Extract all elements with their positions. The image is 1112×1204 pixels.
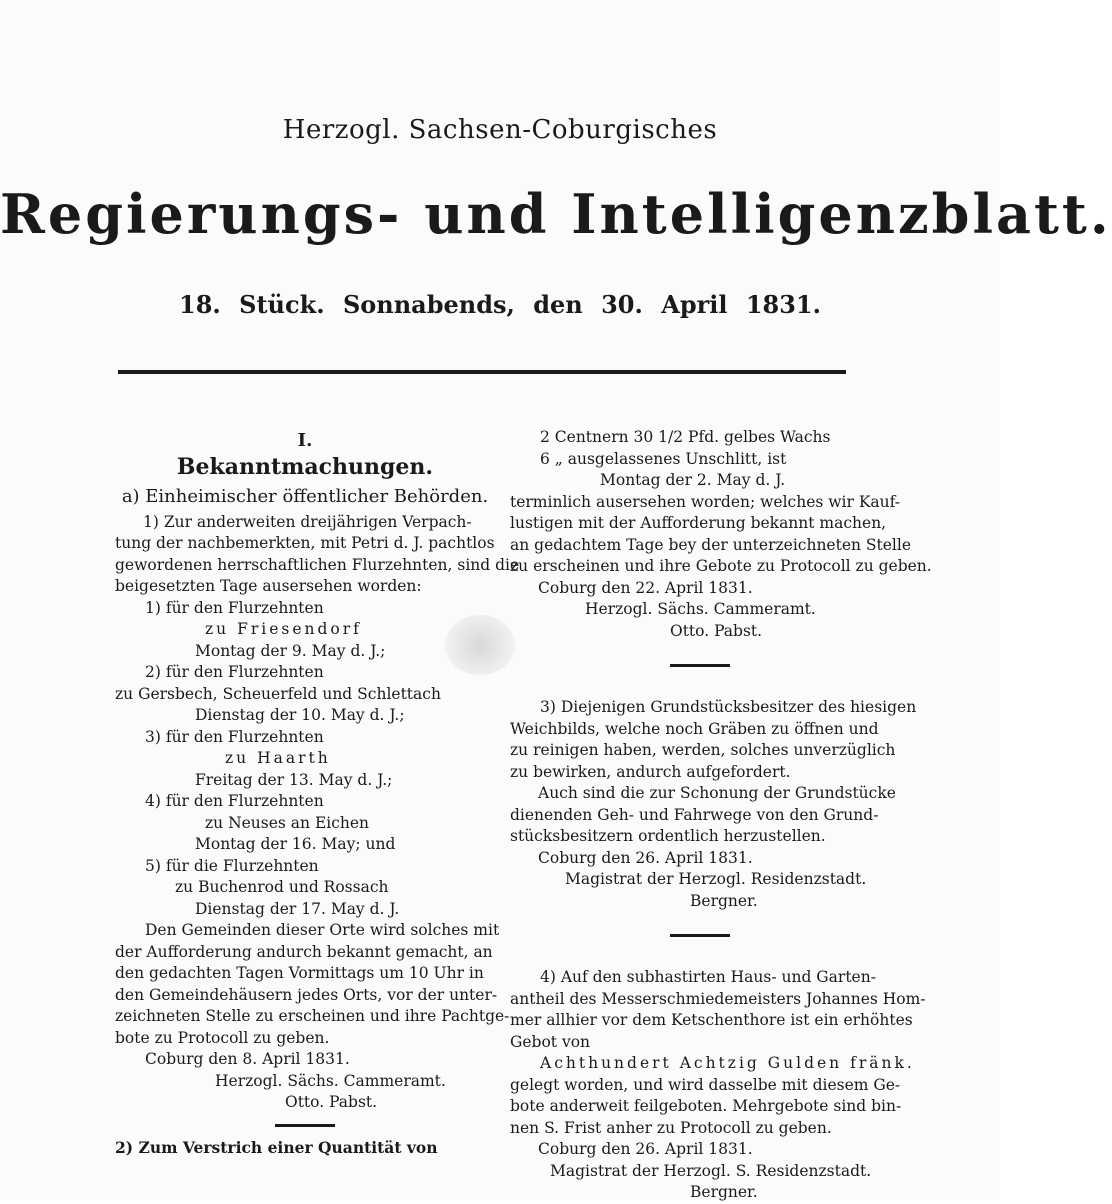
- list-item-label: 4) für den Flurzehnten: [145, 792, 324, 810]
- notice-1-line: den gedachten Tagen Vormittags um 10 Uhr in: [115, 964, 484, 982]
- notice-4-line: bote anderweit feilgeboten. Mehrgebote sind bin-: [510, 1097, 902, 1115]
- notice-2-line: lustigen mit der Aufforderung bekannt machen,: [510, 514, 887, 532]
- notice-1-line: bote zu Protocoll zu geben.: [115, 1028, 330, 1047]
- place-date: Coburg den 8. April 1831.: [145, 1050, 350, 1068]
- place-name: zu Haarth: [225, 749, 331, 767]
- notice-1-line: zeichneten Stelle zu erscheinen und ihre Pachtge-: [115, 1007, 510, 1025]
- date-line: Dienstag der 17. May d. J.: [195, 899, 400, 918]
- right-column: [510, 427, 932, 1204]
- place-date: Coburg den 22. April 1831.: [538, 578, 753, 597]
- signature-office: Magistrat der Herzogl. S. Residenzstadt.: [550, 1161, 872, 1180]
- notice-1-line: der Aufforderung andurch bekannt gemacht, an: [115, 942, 493, 961]
- bid-amount: Achthundert Achtzig Gulden fränk.: [540, 1054, 915, 1072]
- notice-2-line: 6 „ ausgelassenes Unschlitt, ist: [540, 449, 787, 468]
- notice-1-line: beigesetzten Tage ausersehen worden:: [115, 577, 422, 595]
- notice-3-line: stücksbesitzern ordentlich herzustellen.: [510, 827, 826, 845]
- notice-4-line: 4) Auf den subhastirten Haus- und Garten-: [540, 968, 876, 986]
- left-column: [115, 430, 520, 1158]
- issue-date: den 30. April 1831.: [533, 290, 821, 319]
- notice-4-line: mer allhier vor dem Ketschenthore ist ein erhöhtes: [510, 1011, 913, 1029]
- place-date: Coburg den 26. April 1831.: [538, 1140, 753, 1158]
- separator-dash: [670, 934, 730, 937]
- notice-2-start: 2) Zum Verstrich einer Quantität von: [115, 1137, 438, 1157]
- notice-4-line: antheil des Messerschmiedemeisters Johannes Hom-: [510, 989, 926, 1008]
- separator-dash: [275, 1124, 335, 1127]
- list-item-label: 1) für den Flurzehnten: [145, 598, 324, 617]
- list-item-label: 5) für die Flurzehnten: [145, 856, 319, 875]
- date-line: Montag der 16. May; und: [195, 835, 396, 853]
- notice-1-line: tung der nachbemerkten, mit Petri d. J. pachtlos: [115, 534, 495, 552]
- notice-3-line: zu bewirken, andurch aufgefordert.: [510, 762, 791, 781]
- place-date: Coburg den 26. April 1831.: [538, 848, 753, 867]
- place-name: zu Friesendorf: [205, 620, 362, 638]
- signature-office: Magistrat der Herzogl. Residenzstadt.: [565, 870, 867, 888]
- place-name: zu Buchenrod und Rossach: [175, 878, 389, 896]
- signature-names: Otto. Pabst.: [285, 1093, 378, 1111]
- signature-names: Bergner.: [690, 1183, 758, 1201]
- list-item-label: 2) für den Flurzehnten: [145, 663, 324, 681]
- subsection-title: a) Einheimischer öffentlicher Behörden.: [121, 485, 489, 507]
- notice-3-line: Weichbilds, welche noch Gräben zu öffnen und: [510, 719, 879, 738]
- notice-3-line: dienenden Geh- und Fahrwege von den Grund-: [510, 805, 879, 824]
- signature-names: Bergner.: [690, 891, 758, 910]
- notice-4-line: nen S. Frist anher zu Protocoll zu geben.: [510, 1118, 832, 1137]
- place-name: zu Neuses an Eichen: [205, 813, 370, 832]
- notice-1-line: Den Gemeinden dieser Orte wird solches mit: [145, 921, 500, 939]
- masthead-title: Regierungs- und Intelligenzblatt.: [0, 182, 1112, 246]
- issue-line: [0, 290, 1000, 319]
- notice-4-line: Gebot von: [510, 1032, 591, 1051]
- notice-1-line: den Gemeindehäusern jedes Orts, vor der unter-: [115, 985, 498, 1004]
- section-number: I.: [297, 430, 313, 451]
- header-rule: [118, 370, 846, 374]
- list-item-label: 3) für den Flurzehnten: [145, 727, 324, 746]
- date-line: Dienstag der 10. May d. J.;: [195, 706, 405, 724]
- section-title: Bekanntmachungen.: [176, 453, 434, 480]
- issue-day: Sonnabends,: [342, 290, 515, 319]
- notice-3-line: zu reinigen haben, werden, solches unverzüglich: [510, 741, 896, 759]
- notice-2-line: Montag der 2. May d. J.: [600, 471, 786, 489]
- notice-4-line: gelegt worden, und wird dasselbe mit diesem Ge-: [510, 1075, 901, 1094]
- issue-number: 18. Stück.: [179, 290, 325, 319]
- notice-1-line: 1) Zur anderweiten dreijährigen Verpach-: [143, 512, 472, 531]
- notice-2-line: 2 Centnern 30 1/2 Pfd. gelbes Wachs: [540, 428, 831, 446]
- date-line: Freitag der 13. May d. J.;: [195, 770, 393, 789]
- place-name: zu Gersbech, Scheuerfeld und Schlettach: [115, 684, 441, 703]
- signature-names: Otto. Pabst.: [670, 621, 763, 640]
- date-line: Montag der 9. May d. J.;: [195, 641, 386, 660]
- notice-3-line: 3) Diejenigen Grundstücksbesitzer des hiesigen: [540, 698, 917, 716]
- masthead-subtitle: Herzogl. Sachsen-Coburgisches: [282, 115, 718, 145]
- signature-office: Herzogl. Sächs. Cammeramt.: [585, 600, 816, 618]
- notice-3-line: Auch sind die zur Schonung der Grundstücke: [538, 784, 896, 802]
- signature-office: Herzogl. Sächs. Cammeramt.: [215, 1071, 446, 1090]
- notice-2-line: an gedachtem Tage bey der unterzeichneten Stelle: [510, 535, 912, 554]
- notice-2-line: terminlich ausersehen worden; welches wir Kauf-: [510, 492, 901, 511]
- notice-1-line: gewordenen herrschaftlichen Flurzehnten, sind die: [115, 555, 520, 574]
- separator-dash: [670, 664, 730, 667]
- notice-2-line: zu erscheinen und ihre Gebote zu Protocoll zu geben.: [510, 557, 932, 575]
